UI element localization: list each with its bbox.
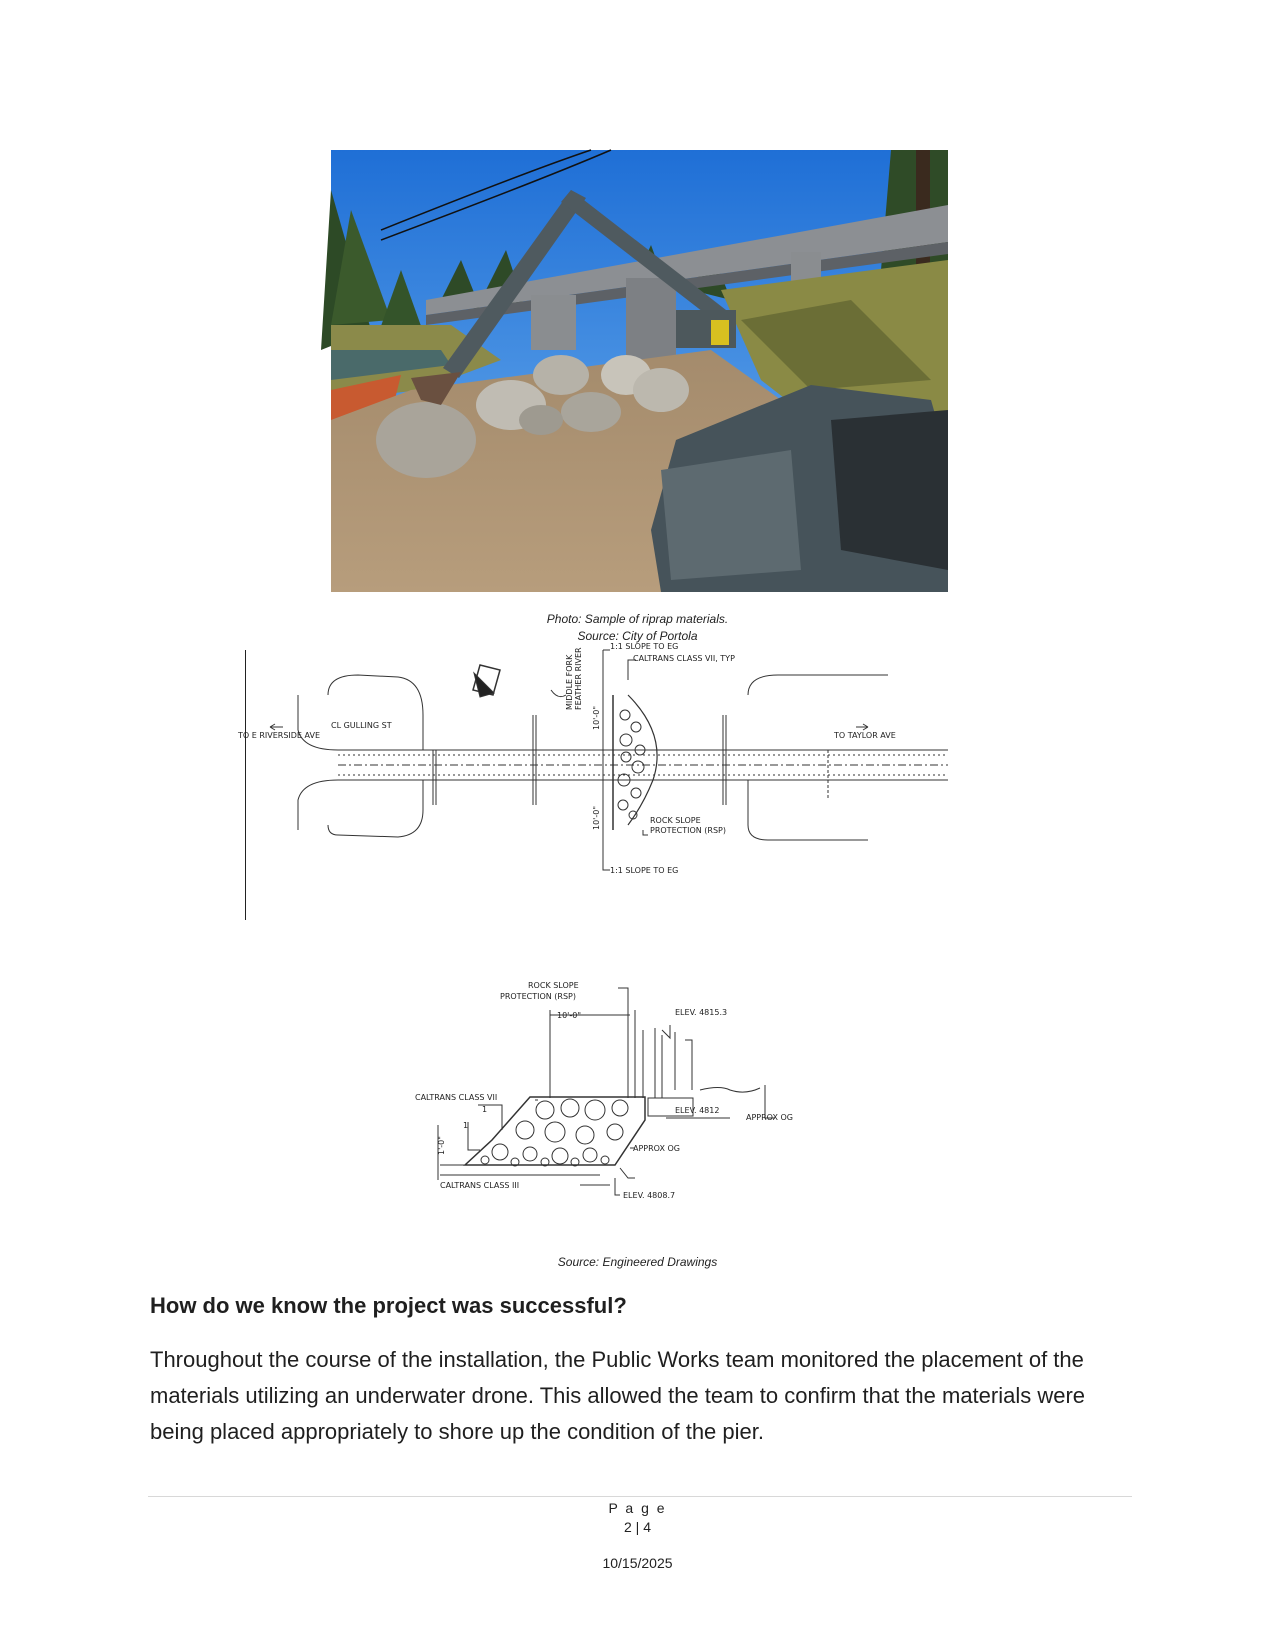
plan-dim-top: 10'-0" <box>592 705 601 730</box>
section-rsp-1: ROCK SLOPE <box>528 981 579 990</box>
section-rsp-2: PROTECTION (RSP) <box>500 992 576 1001</box>
section-caltrans-vii: CALTRANS CLASS VII <box>415 1093 498 1102</box>
section-drawing-svg <box>415 980 860 1210</box>
footer-page-number: 2 | 4 <box>624 1519 651 1535</box>
section-body: Throughout the course of the installation, the Public Works team monitored the placement of the materials utilizing an underwater drone. This allowed the team to confirm that the materials were being placed appropriately to shore up the condition of the pier. <box>150 1347 1086 1444</box>
photo-caption-line1: Photo: Sample of riprap materials. <box>546 612 729 626</box>
plan-left-road: TO E RIVERSIDE AVE <box>238 731 321 740</box>
section-elev-bottom: ELEV. 4808.7 <box>623 1191 676 1200</box>
plan-slope-bottom: 1:1 SLOPE TO EG <box>610 866 679 875</box>
plan-river-label-1: MIDDLE FORK <box>565 654 574 710</box>
riprap-photo-image <box>331 150 948 592</box>
section-elev-top: ELEV. 4815.3 <box>675 1008 728 1017</box>
plan-right-road: TO TAYLOR AVE <box>834 731 896 740</box>
plan-drawing <box>238 642 948 905</box>
section-slope-den: 1 <box>463 1121 469 1130</box>
footer-date: 10/15/2025 <box>602 1555 673 1571</box>
plan-drawing-svg <box>238 642 948 905</box>
section-approx-og-right: APPROX OG <box>746 1113 793 1122</box>
plan-rsp-2: PROTECTION (RSP) <box>650 826 726 835</box>
footer-page-label: P a g e <box>608 1500 667 1516</box>
section-elev-mid: ELEV. 4812 <box>675 1106 720 1115</box>
footer <box>0 1500 1275 1571</box>
section-drawing <box>415 980 860 1210</box>
plan-caltrans-class: CALTRANS CLASS VII, TYP <box>633 654 735 663</box>
plan-street: CL GULLING ST <box>331 721 392 730</box>
section-approx-og: APPROX OG <box>633 1144 680 1153</box>
section-dim-vertical: 1'-0" <box>437 1136 446 1155</box>
plan-slope-top: 1:1 SLOPE TO EG <box>610 642 679 651</box>
plan-river-label-2: FEATHER RIVER <box>574 647 583 710</box>
plan-rsp-1: ROCK SLOPE <box>650 816 701 825</box>
drawing-left-border <box>245 650 246 920</box>
footer-divider <box>148 1496 1132 1497</box>
photo-caption <box>0 612 1275 643</box>
section-caltrans-iii: CALTRANS CLASS III <box>440 1181 520 1190</box>
plan-dim-bottom: 10'-0" <box>592 805 601 830</box>
section-slope-num: 1 <box>482 1105 488 1114</box>
section-dim: 10'-0" <box>557 1011 582 1020</box>
photo-caption-line2: Source: City of Portola <box>577 629 698 643</box>
riprap-photo <box>331 150 948 592</box>
section-heading: How do we know the project was successful? <box>150 1293 627 1318</box>
drawings-caption-text: Source: Engineered Drawings <box>557 1255 718 1269</box>
drawings-caption <box>0 1255 1275 1269</box>
